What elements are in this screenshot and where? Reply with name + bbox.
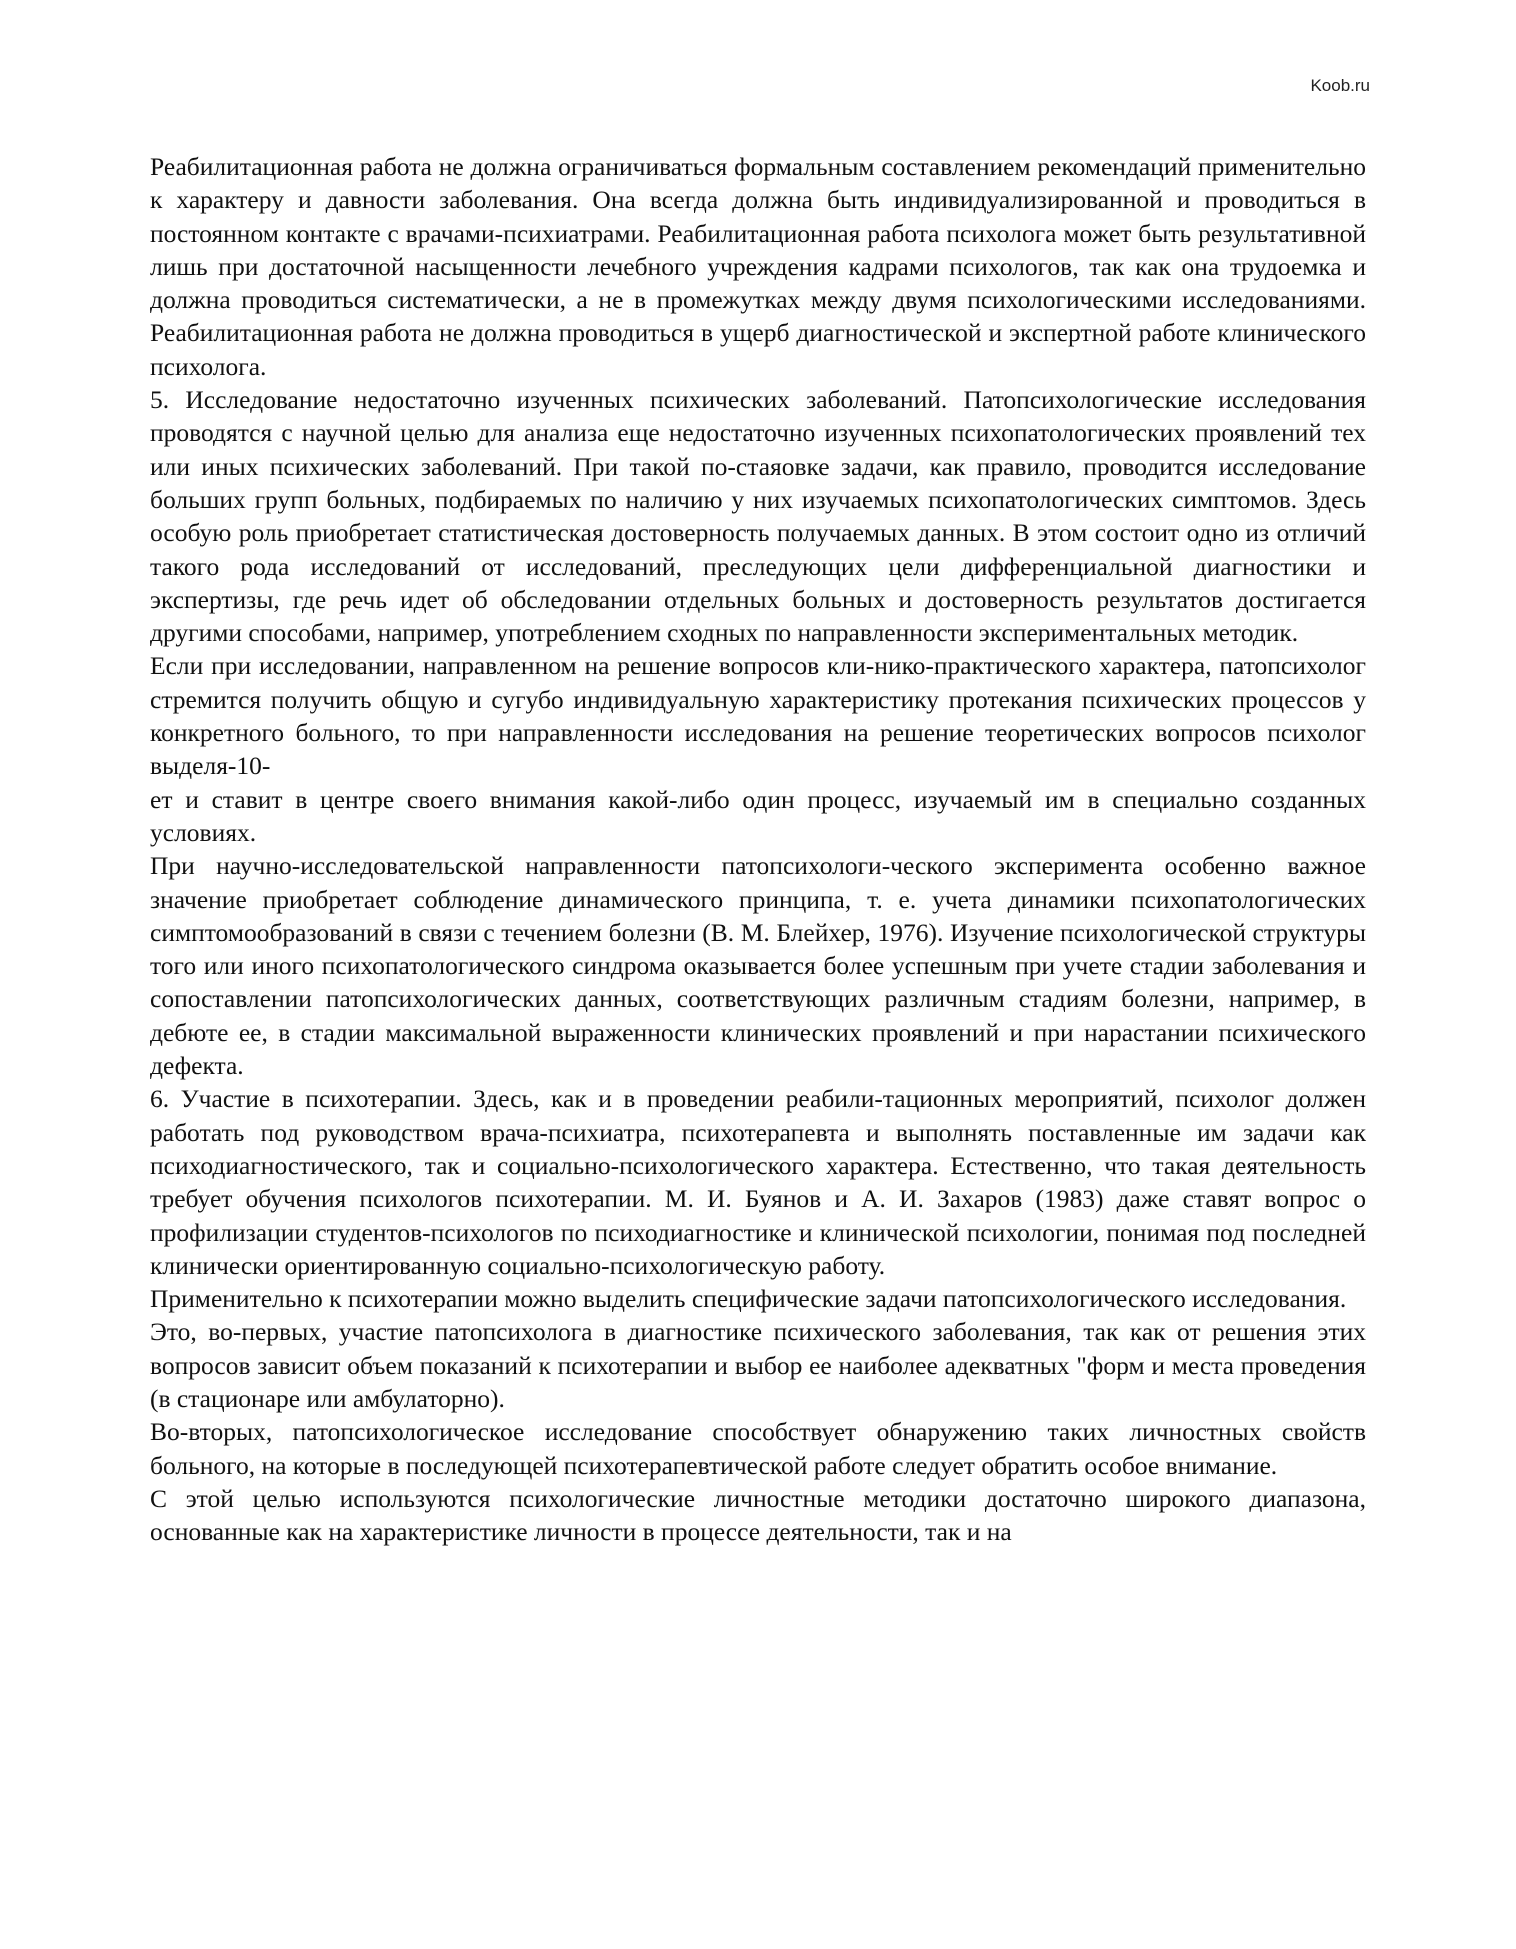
paragraph: ет и ставит в центре своего внимания какой-либо один процесс, изучаемый им в специально созданных условиях. xyxy=(150,784,1366,847)
paragraph: Это, во-первых, участие патопсихолога в диагностике психического заболевания, так как от решения этих вопросов зависит объем показаний к психотерапии и выбор ее наиболее адекватных "форм и места проведения (в стационаре или амбулаторно). xyxy=(150,1317,1366,1413)
paragraph: 6. Участие в психотерапии. Здесь, как и в проведении реабили-тационных мероприятий, психолог должен работать под руководством врача-психиатра, психотерапевта и выполнять поставленные им задачи как психодиагностического, так и социально-психологического характера. Естественно, что такая деятельность требует обучения психологов психотерапии. М. И. Буянов и А. И. Захаров (1983) даже ставят вопрос о профилизации студентов-психологов по психодиагностике и клинической психологии, понимая под последней клинически ориентированную социально-психологическую работу. xyxy=(150,1084,1366,1280)
paragraph: Применительно к психотерапии можно выделить специфические задачи патопсихологического исследования. xyxy=(150,1284,1347,1314)
document-body xyxy=(150,150,1366,1548)
paragraph: При научно-исследовательской направленности патопсихологи-ческого эксперимента особенно важное значение приобретает соблюдение динамического принципа, т. е. учета динамики психопатологических симптомообразований в связи с течением болезни (В. М. Блейхер, 1976). Изучение психологической структуры того или иного психопатологического синдрома оказывается более успешным при учете стадии заболевания и сопоставлении патопсихологических данных, соответствующих различным стадиям болезни, например, в дебюте ее, в стадии максимальной выраженности клинических проявлений и при нарастании психического дефекта. xyxy=(150,851,1366,1081)
paragraph: 5. Исследование недостаточно изученных психических заболеваний. Патопсихологические исследования проводятся с научной целью для анализа еще недостаточно изученных психопатологических проявлений тех или иных психических заболеваний. При такой по-стаяовке задачи, как правило, проводится исследование больших групп больных, подбираемых по наличию у них изучаемых психопатологических симптомов. Здесь особую роль приобретает статистическая достоверность получаемых данных. В этом состоит одно из отличий такого рода исследований от исследований, преследующих цели дифференциальной диагностики и экспертизы, где речь идет об обследовании отдельных больных и достоверность результатов достигается другими способами, например, употреблением сходных по направленности экспериментальных методик. xyxy=(150,385,1366,648)
paragraph: Реабилитационная работа не должна ограничиваться формальным составлением рекомендаций применительно к характеру и давности заболевания. Она всегда должна быть индивидуализированной и проводиться в постоянном контакте с врачами-психиатрами. Реабилитационная работа психолога может быть результативной лишь при достаточной насыщенности лечебного учреждения кадрами психологов, так как она трудоемка и должна проводиться систематически, а не в промежутках между двумя психологическими исследованиями. Реабилитационная работа не должна проводиться в ущерб диагностической и экспертной работе клинического психолога. xyxy=(150,152,1366,381)
paragraph: Если при исследовании, направленном на решение вопросов кли-нико-практического характера, патопсихолог стремится получить общую и сугубо индивидуальную характеристику протекания психических процессов у конкретного больного, то при направленности исследования на решение теоретических вопросов психолог выделя-10- xyxy=(150,651,1366,781)
paragraph: С этой целью используются психологические личностные методики достаточно широкого диапазона, основанные как на характеристике личности в процессе деятельности, так и на xyxy=(150,1483,1366,1547)
paragraph: Во-вторых, патопсихологическое исследование способствует обнаружению таких личностных свойств больного, на которые в последующей психотерапевтической работе следует обратить особое внимание. xyxy=(150,1417,1366,1480)
site-header: Koob.ru xyxy=(1310,76,1370,95)
